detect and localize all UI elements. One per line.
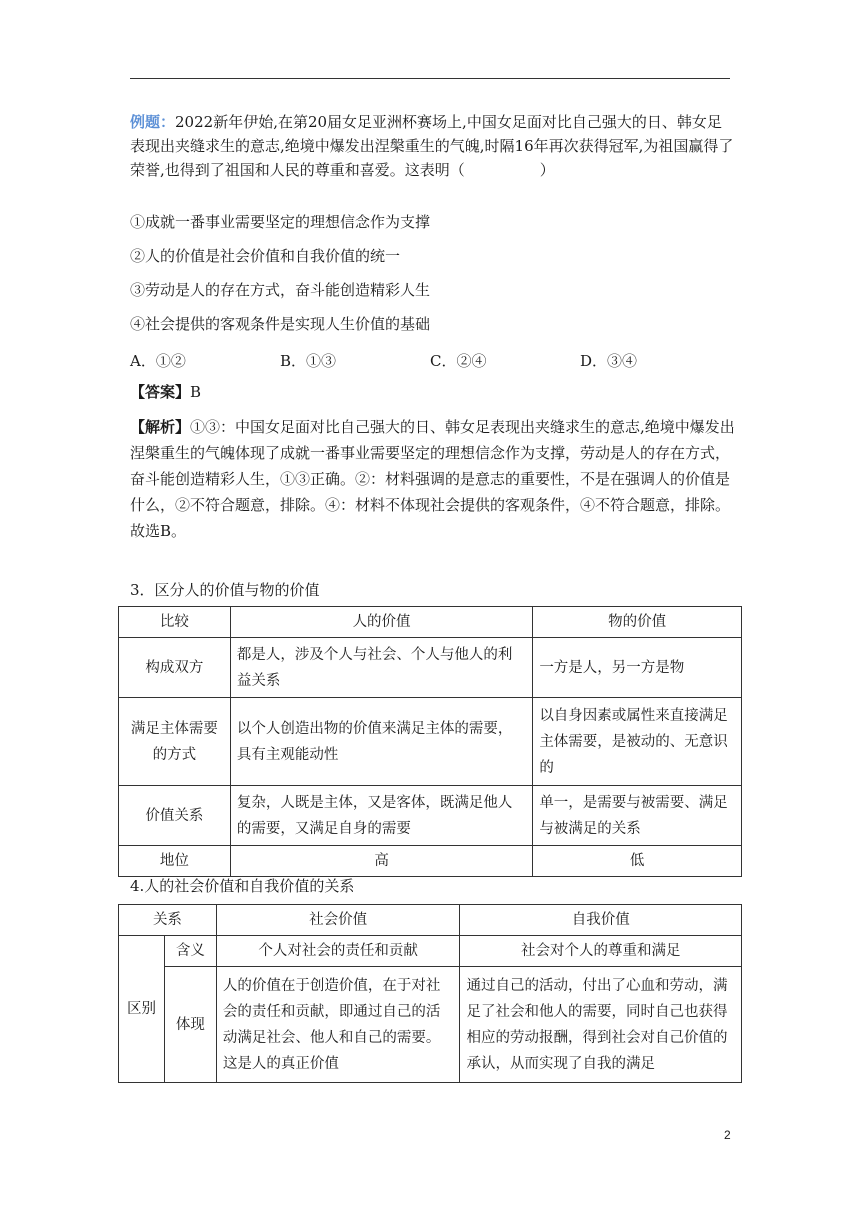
table-cell: 地位 — [119, 846, 231, 877]
table-cell: 高 — [230, 846, 532, 877]
answer-label: 【答案】 — [130, 383, 191, 401]
table-cell: 构成双方 — [119, 638, 231, 698]
table-row — [119, 936, 742, 967]
table-row — [119, 846, 742, 877]
section4-heading: 4.人的社会价值和自我价值的关系 — [130, 877, 355, 895]
table-cell: 一方是人，另一方是物 — [533, 638, 742, 698]
table-row — [119, 607, 742, 638]
analysis-label: 【解析】 — [130, 418, 191, 436]
header-cell: 社会价值 — [216, 905, 460, 936]
header-cell: 自我价值 — [460, 905, 742, 936]
table-row — [119, 786, 742, 846]
example-label: 例题： — [130, 113, 176, 131]
answer — [130, 382, 735, 403]
table-cell: 人的价值在于创造价值，在于对社会的责任和贡献，即通过自己的活动满足社会、他人和自己的需要。这是人的真正价值 — [216, 967, 460, 1083]
table-row — [119, 905, 742, 936]
table-cell: 单一，是需要与被需要、满足与被满足的关系 — [533, 786, 742, 846]
table-cell: 个人对社会的责任和贡献 — [216, 936, 460, 967]
section3-table — [118, 606, 742, 877]
example-text: 2022新年伊始,在第20届女足亚洲杯赛场上,中国女足面对比自己强大的日、韩女足表现出夹缝求生的意志,绝境中爆发出涅槃重生的气魄,时隔16年再次获得冠军,为祖国赢得了荣誉,也得到了祖国和人民的尊重和喜爱。这表明（ ） — [130, 113, 734, 179]
header-rule — [130, 78, 730, 79]
table-cell: 通过自己的活动，付出了心血和劳动，满足了社会和他人的需要，同时自己也获得相应的劳动报酬，得到社会对自己价值的承认，从而实现了自我的满足 — [460, 967, 742, 1083]
group-cell: 区别 — [119, 936, 165, 1083]
table-cell: 以个人创造出物的价值来满足主体的需要，具有主观能动性 — [230, 698, 532, 786]
table-cell: 体现 — [164, 967, 216, 1083]
statement-4: ④社会提供的客观条件是实现人生价值的基础 — [130, 315, 431, 333]
statement-1: ①成就一番事业需要坚定的理想信念作为支撑 — [130, 213, 431, 231]
table-row — [119, 638, 742, 698]
analysis-text: ①③：中国女足面对比自己强大的日、韩女足表现出夹缝求生的意志,绝境中爆发出涅槃重生的气魄体现了成就一番事业需要坚定的理想信念作为支撑，劳动是人的存在方式，奋斗能创造精彩人生，①③正确。②：材料强调的是意志的重要性，不是在强调人的价值是什么，②不符合题意，排除。④：材料不体现社会提供的客观条件，④不符合题意，排除。故选B。 — [130, 418, 735, 540]
header-cell: 人的价值 — [230, 607, 532, 638]
table-cell: 含义 — [164, 936, 216, 967]
header-cell: 比较 — [119, 607, 231, 638]
statement-3: ③劳动是人的存在方式，奋斗能创造精彩人生 — [130, 281, 431, 299]
analysis — [130, 414, 735, 544]
option-b: B．①③ — [280, 352, 337, 370]
table-row — [119, 967, 742, 1083]
answer-value: B — [190, 383, 202, 401]
section3-heading: 3．区分人的价值与物的价值 — [130, 581, 320, 599]
table-cell: 以自身因素或属性来直接满足主体需要，是被动的、无意识的 — [533, 698, 742, 786]
example-question — [130, 110, 735, 182]
table-row — [119, 698, 742, 786]
option-c: C．②④ — [430, 352, 487, 370]
option-a: A．①② — [130, 352, 186, 370]
table-cell: 满足主体需要的方式 — [119, 698, 231, 786]
table-cell: 低 — [533, 846, 742, 877]
option-d: D．③④ — [580, 352, 638, 370]
header-cell: 关系 — [119, 905, 217, 936]
statement-2: ②人的价值是社会价值和自我价值的统一 — [130, 247, 401, 265]
table-cell: 复杂，人既是主体，又是客体，既满足他人的需要，又满足自身的需要 — [230, 786, 532, 846]
table-cell: 价值关系 — [119, 786, 231, 846]
table-cell: 社会对个人的尊重和满足 — [460, 936, 742, 967]
header-cell: 物的价值 — [533, 607, 742, 638]
section4-table — [118, 904, 742, 1083]
page-number: 2 — [724, 1128, 731, 1142]
table-cell: 都是人，涉及个人与社会、个人与他人的利益关系 — [230, 638, 532, 698]
